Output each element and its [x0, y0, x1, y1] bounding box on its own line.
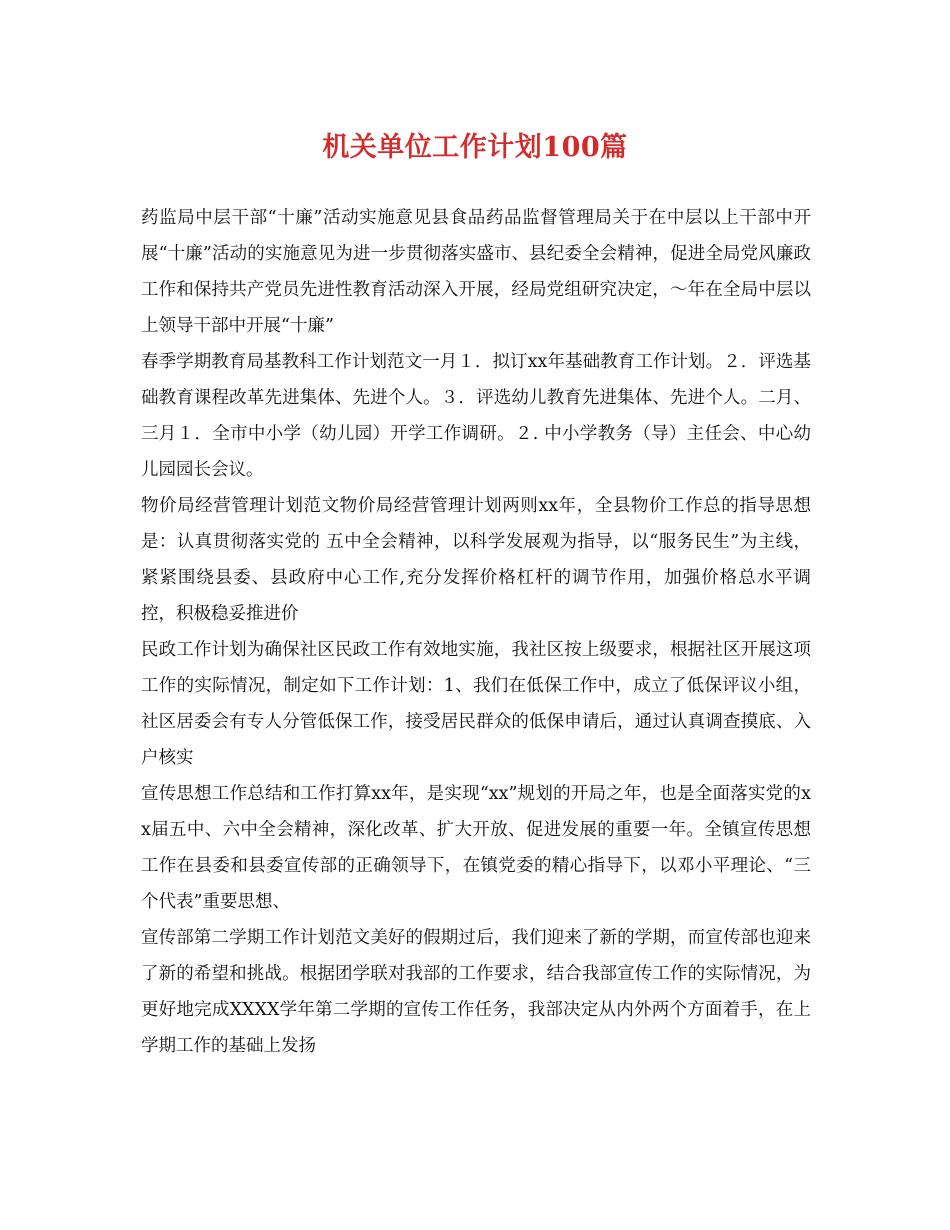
- paragraph-civil-affairs: 民政工作计划为确保社区民政工作有效地实施，我社区按上级要求，根据社区开展这项工作的实际情况，制定如下工作计划：1、我们在低保工作中，成立了低保评议小组，社区居委会有专人分管低保工作，接受居民群众的低保申请后，通过认真调查摸底、入户核实: [141, 640, 811, 768]
- document-body: [141, 200, 811, 1064]
- paragraph-drug-supervision: 药监局中层干部“十廉”活动实施意见县食品药品监督管理局关于在中层以上干部中开展“十廉”活动的实施意见为进一步贯彻落实盛市、县纪委全会精神，促进全局党风廉政工作和保持共产党员先进性教育活动深入开展，经局党组研究决定，～年在全局中层以上领导干部中开展“十廉”: [141, 208, 811, 336]
- paragraph-publicity-dept-plan: 宣传部第二学期工作计划范文美好的假期过后，我们迎来了新的学期，而宣传部也迎来了新的希望和挑战。根据团学联对我部的工作要求，结合我部宣传工作的实际情况，为更好地完成XXXX学年第二学期的宣传工作任务，我部决定从内外两个方面着手，在上学期工作的基础上发扬: [141, 928, 811, 1056]
- paragraph-price-bureau: 物价局经营管理计划范文物价局经营管理计划两则xx年，全县物价工作总的指导思想是：认真贯彻落实党的 五中全会精神，以科学发展观为指导，以“服务民生”为主线，紧紧围绕县委、县政府中心工作,充分发挥价格杠杆的调节作用，加强价格总水平调控，积极稳妥推进价: [141, 496, 811, 624]
- document-title: 机关单位工作计划100篇: [322, 132, 628, 163]
- paragraph-education-plan: 春季学期教育局基教科工作计划范文一月１．拟订xx年基础教育工作计划。２．评选基础教育课程改革先进集体、先进个人。３．评选幼儿教育先进集体、先进个人。二月、三月１．全市中小学（幼儿园）开学工作调研。２. 中小学教务（导）主任会、中心幼儿园园长会议。: [141, 352, 811, 480]
- paragraph-publicity-summary: 宣传思想工作总结和工作打算xx年，是实现“xx”规划的开局之年，也是全面落实党的xx届五中、六中全会精神，深化改革、扩大开放、促进发展的重要一年。全镇宣传思想工作在县委和县委宣传部的正确领导下，在镇党委的精心指导下，以邓小平理论、“三个代表”重要思想、: [141, 784, 811, 912]
